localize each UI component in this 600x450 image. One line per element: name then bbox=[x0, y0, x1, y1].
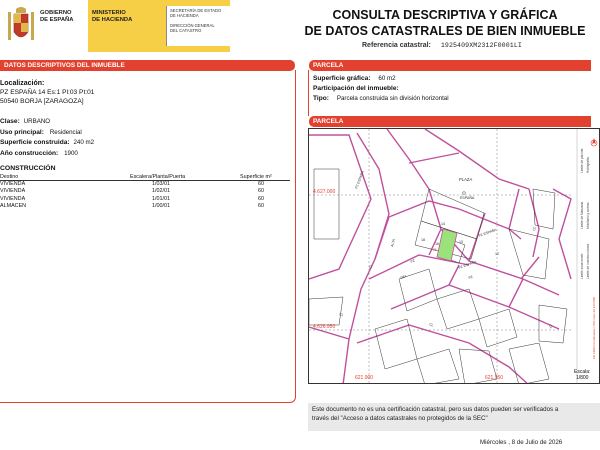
table-row bbox=[0, 181, 290, 188]
ministry-name bbox=[92, 10, 132, 24]
parcel-surface-label: Superficie gráfica: bbox=[313, 75, 371, 82]
coord-bottom-left: 621.900 bbox=[355, 375, 374, 381]
cell-destino: ALMACEN bbox=[0, 202, 27, 209]
ref-value: 1925409XM2312F0001LI bbox=[440, 42, 522, 49]
superficie-row bbox=[0, 139, 94, 146]
legend-item: Límite de Manzana bbox=[580, 201, 584, 229]
descriptive-data-panel bbox=[0, 70, 296, 403]
street-label: PZ ESPAÑA bbox=[477, 227, 497, 238]
street-label: PZ ESPAÑA bbox=[457, 259, 477, 270]
note-line-1: Este documento no es una certificación catastral, pero sus datos pueden ser verificados a bbox=[312, 406, 559, 413]
table-row bbox=[0, 196, 290, 203]
street-label: PZ bbox=[409, 258, 416, 264]
cadastral-reference bbox=[362, 42, 522, 49]
document-date: Miércoles , 8 de Julio de 2026 bbox=[480, 439, 563, 446]
parcel-number: 12 bbox=[495, 252, 499, 256]
street-label: CL bbox=[368, 263, 374, 270]
legend-item: Límite de parcela bbox=[580, 148, 584, 173]
anio-label: Año construcción: bbox=[0, 150, 59, 157]
street-label: CL bbox=[338, 312, 345, 318]
superficie-value: 240 m2 bbox=[73, 139, 95, 146]
secretariat-box bbox=[166, 6, 230, 46]
legend-item: Hidrografía bbox=[586, 157, 590, 173]
construction-table bbox=[0, 174, 290, 210]
cadastral-map[interactable] bbox=[308, 128, 600, 384]
parcel-number: 16 bbox=[435, 242, 439, 246]
cell-superficie: 60 bbox=[258, 202, 264, 209]
street-label: DEL bbox=[399, 273, 408, 280]
cell-superficie: 60 bbox=[258, 181, 264, 188]
sec-line-2: DE HACIENDA bbox=[170, 13, 199, 19]
col-escalera: Escalera/Planta/Puerta bbox=[130, 174, 186, 180]
crest-icon bbox=[8, 6, 34, 46]
tipo-label: Tipo: bbox=[313, 95, 329, 102]
participation-label: Participación del inmueble: bbox=[313, 85, 399, 92]
parcel-number: 25 bbox=[433, 248, 437, 252]
parcel-map-header: PARCELA bbox=[309, 116, 591, 127]
cell-escalera: 1/03/01 bbox=[152, 181, 170, 188]
location-line-1: PZ ESPAÑA 14 Es:1 Pl:03 Pt:01 bbox=[0, 89, 95, 96]
espana-label: ESPAÑA bbox=[460, 196, 475, 200]
location-label: Localización: bbox=[0, 80, 45, 87]
ministry-line-1: MINISTERIO bbox=[92, 10, 126, 16]
map-scale bbox=[574, 369, 590, 381]
cell-destino: VIVIENDA bbox=[0, 195, 26, 202]
cell-destino: VIVIENDA bbox=[0, 181, 26, 188]
uso-value: Residencial bbox=[49, 129, 82, 136]
col-superficie: Superficie m² bbox=[240, 174, 272, 180]
scale-value: 1/800 bbox=[575, 375, 589, 381]
title-line-1: CONSULTA DESCRIPTIVA Y GRÁFICA bbox=[332, 8, 558, 22]
tipo-value: Parcela construida sin división horizontal bbox=[336, 95, 449, 102]
parcel-number: 14 bbox=[441, 222, 445, 226]
street-label: ALTA bbox=[390, 238, 397, 248]
map-drawing bbox=[309, 129, 600, 384]
scale-label: Escala: bbox=[574, 369, 591, 375]
street-label: CL bbox=[548, 323, 554, 330]
cell-escalera: 1/02/01 bbox=[152, 188, 170, 195]
street-label: CL bbox=[428, 322, 435, 328]
location-line-2: 50540 BORJA [ZARAGOZA] bbox=[0, 98, 84, 105]
coord-left-bottom: 4.626.950 bbox=[313, 324, 336, 330]
legend-item: Límite zona verde bbox=[580, 253, 584, 279]
parcel-number: 13 bbox=[459, 240, 463, 244]
parcel-header: PARCELA bbox=[309, 60, 591, 71]
dir-line-1: DIRECCIÓN GENERAL bbox=[170, 22, 215, 28]
street-label: PZ ESPAÑA bbox=[354, 170, 365, 190]
table-header bbox=[0, 174, 290, 181]
anio-value: 1900 bbox=[64, 150, 78, 157]
cell-superficie: 60 bbox=[258, 188, 264, 195]
parcel-surface-row bbox=[313, 75, 396, 82]
government-logo bbox=[0, 0, 88, 52]
cell-escalera: 1/01/01 bbox=[152, 195, 170, 202]
anio-row bbox=[0, 150, 78, 157]
tipo-row bbox=[313, 95, 449, 102]
gov-line-2: DE ESPAÑA bbox=[40, 17, 74, 23]
clase-value: URBANO bbox=[23, 118, 51, 125]
plaza-label: PLAZA bbox=[459, 177, 473, 182]
coord-left-top: 4.627.000 bbox=[313, 189, 336, 195]
ministry-line-2: DE HACIENDA bbox=[92, 17, 133, 23]
cell-escalera: 1/00/01 bbox=[152, 202, 170, 209]
legend-item: Mobiliario y aceras bbox=[586, 202, 590, 229]
table-row bbox=[0, 203, 290, 210]
street-label: PZ bbox=[467, 274, 474, 280]
gov-line-1: GOBIERNO bbox=[40, 10, 72, 16]
uso-label: Uso principal: bbox=[0, 129, 44, 136]
ref-label: Referencia catastral: bbox=[362, 42, 431, 49]
parcel-panel bbox=[308, 70, 600, 116]
construction-title: CONSTRUCCIÓN bbox=[0, 165, 56, 172]
parcel-number: 18 bbox=[421, 238, 425, 242]
parcel-surface-value: 60 m2 bbox=[378, 75, 396, 82]
clase-label: Clase: bbox=[0, 118, 20, 125]
sec-line-1: SECRETARÍA DE ESTADO bbox=[170, 8, 222, 13]
participation-row bbox=[313, 85, 399, 92]
government-name bbox=[40, 10, 73, 24]
side-note: ED 1989 Coordenadas UTM Huso 30 ETRS89 bbox=[592, 296, 596, 359]
descriptive-data-header: DATOS DESCRIPTIVOS DEL INMUEBLE bbox=[0, 60, 295, 71]
superficie-label: Superficie construida: bbox=[0, 139, 70, 146]
cell-destino: VIVIENDA bbox=[0, 188, 26, 195]
street-label: CL bbox=[532, 226, 537, 232]
legend-item: Límite de construcciones bbox=[586, 243, 590, 279]
note-line-2: través del "Acceso a datos catastrales no protegidos de la SEC" bbox=[312, 415, 488, 422]
table-row bbox=[0, 188, 290, 195]
uso-row bbox=[0, 129, 82, 136]
coord-bottom-right: 621.950 bbox=[485, 375, 504, 381]
logo-block bbox=[0, 0, 230, 52]
title-line-2: DE DATOS CATASTRALES DE BIEN INMUEBLE bbox=[304, 24, 586, 38]
dir-line-2: DEL CATASTRO bbox=[170, 27, 202, 33]
clase-row bbox=[0, 118, 50, 125]
page-title bbox=[290, 7, 600, 39]
col-destino: Destino bbox=[0, 174, 19, 180]
cell-superficie: 60 bbox=[258, 195, 264, 202]
disclaimer-note bbox=[308, 403, 600, 431]
